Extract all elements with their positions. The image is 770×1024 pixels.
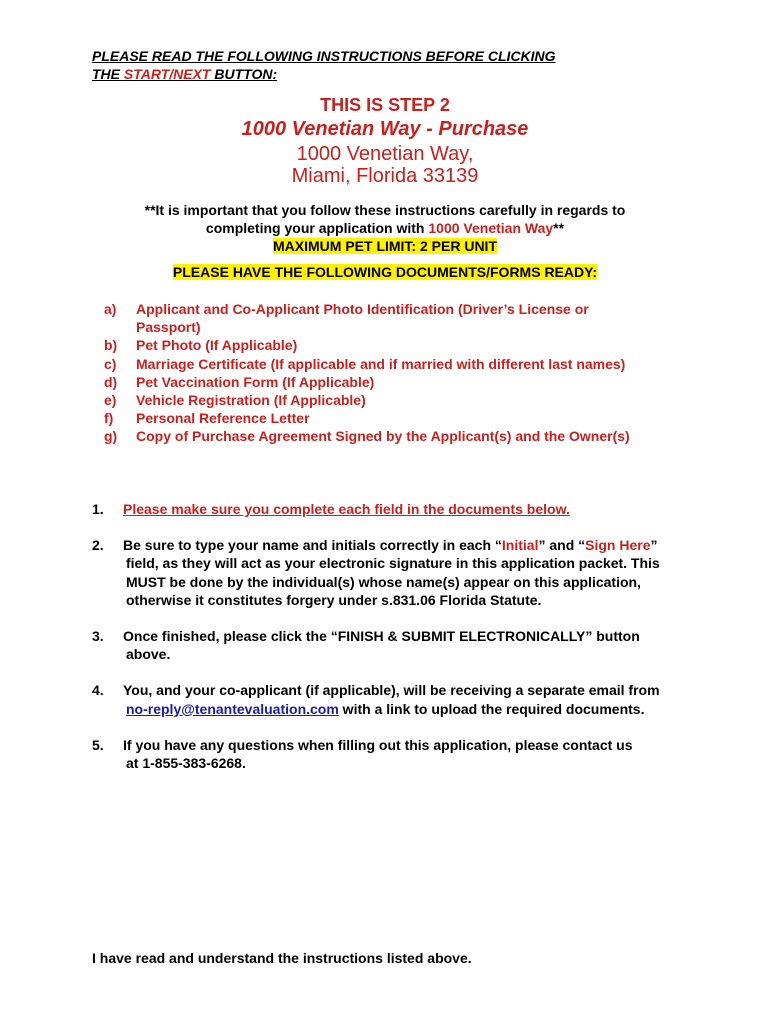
instruction-item-5 [92,736,692,772]
instruction-text: If you have any questions when filling out this application, please contact us [123,736,633,753]
list-item-text: Marriage Certificate (If applicable and if married with different last names) [136,355,626,372]
list-item-text-cont: Passport) [136,319,201,336]
list-item [104,391,704,409]
step-title: THIS IS STEP 2 [320,95,450,115]
list-item-text: Vehicle Registration (If Applicable) [136,392,366,409]
list-item-text: Copy of Purchase Agreement Signed by the Applicant(s) and the Owner(s) [136,428,630,445]
pet-limit-notice: MAXIMUM PET LIMIT: 2 PER UNIT [273,238,497,254]
list-item-letter: g) [104,428,118,445]
instructions-header [92,47,556,83]
list-item-text: Pet Photo (If Applicable) [136,337,298,354]
instruction-item-4 [92,681,692,717]
header-line-2-suffix: BUTTON: [210,66,278,82]
instruction-item-2 [92,536,692,609]
instruction-number: 4. [92,682,104,699]
important-line-2 [0,219,770,237]
list-item [104,355,704,373]
instruction-text: otherwise it constitutes forgery under s.831.06 Florida Statute. [126,591,542,608]
documents-list [104,300,704,446]
list-item-letter: b) [104,337,118,354]
instruction-number: 5. [92,736,104,753]
property-name-highlight: 1000 Venetian Way [428,220,554,236]
header-line-2-prefix: THE [92,66,124,82]
address-line-1: 1000 Venetian Way, [296,143,474,165]
documents-ready-text: PLEASE HAVE THE FOLLOWING DOCUMENTS/FORMS READY: [172,264,598,280]
instruction-item-3 [92,627,692,663]
list-item-text [136,300,589,336]
email-link[interactable]: no-reply@tenantevaluation.com [126,700,339,717]
list-item-letter: a) [104,301,117,317]
list-item [104,409,704,427]
instruction-item-1 [92,500,692,518]
header-line-2 [92,65,556,83]
header-line-1: PLEASE READ THE FOLLOWING INSTRUCTIONS BEFORE CLICKING [92,48,556,64]
list-item-text: Personal Reference Letter [136,410,310,427]
important-notice [0,201,770,255]
list-item [104,427,704,445]
address-line-2: Miami, Florida 33139 [291,165,479,187]
list-item [104,300,704,336]
instruction-text: with a link to upload the required documents. [338,700,645,717]
complete-fields-link: Please make sure you complete each field in the documents below. [123,501,570,517]
list-item-text: Pet Vaccination Form (If Applicable) [136,373,375,390]
important-line-2-suffix: ** [553,220,565,236]
list-item-text-line: Applicant and Co-Applicant Photo Identification (Driver’s License or [136,301,589,317]
initial-keyword: Initial [501,537,539,554]
documents-ready-heading [0,264,770,280]
acknowledgement-text: I have read and understand the instructions listed above. [92,950,472,966]
list-item-letter: e) [104,392,117,409]
important-line-1: **It is important that you follow these instructions carefully in regards to [144,202,626,218]
list-item-letter: f) [104,410,114,427]
instruction-number: 2. [92,537,104,554]
instructions-list [92,500,692,790]
list-item-letter: c) [104,355,117,372]
instruction-text: ” [650,537,658,554]
instruction-text: Once finished, please click the “FINISH & SUBMIT ELECTRONICALLY” button [123,628,640,645]
instruction-text: Be sure to type your name and initials correctly in each “ [123,537,502,554]
instruction-text: ” and “ [538,537,586,554]
instruction-text: field, as they will act as your electronic signature in this application packet. This [126,555,660,572]
property-title: 1000 Venetian Way - Purchase [241,118,529,140]
instruction-text: You, and your co-applicant (if applicable), will be receiving a separate email from [123,682,660,699]
instruction-text: MUST be done by the individual(s) whose name(s) appear on this application, [126,573,641,590]
list-item-letter: d) [104,373,118,390]
instruction-number: 1. [92,501,104,517]
list-item [104,373,704,391]
instruction-text: at 1-855-383-6268. [126,755,246,772]
instruction-number: 3. [92,628,104,645]
start-next-label: START/NEXT [123,66,211,82]
sign-here-keyword: Sign Here [585,537,651,554]
list-item [104,336,704,354]
important-line-2-prefix: completing your application with [205,220,429,236]
instruction-text: above. [126,646,171,663]
